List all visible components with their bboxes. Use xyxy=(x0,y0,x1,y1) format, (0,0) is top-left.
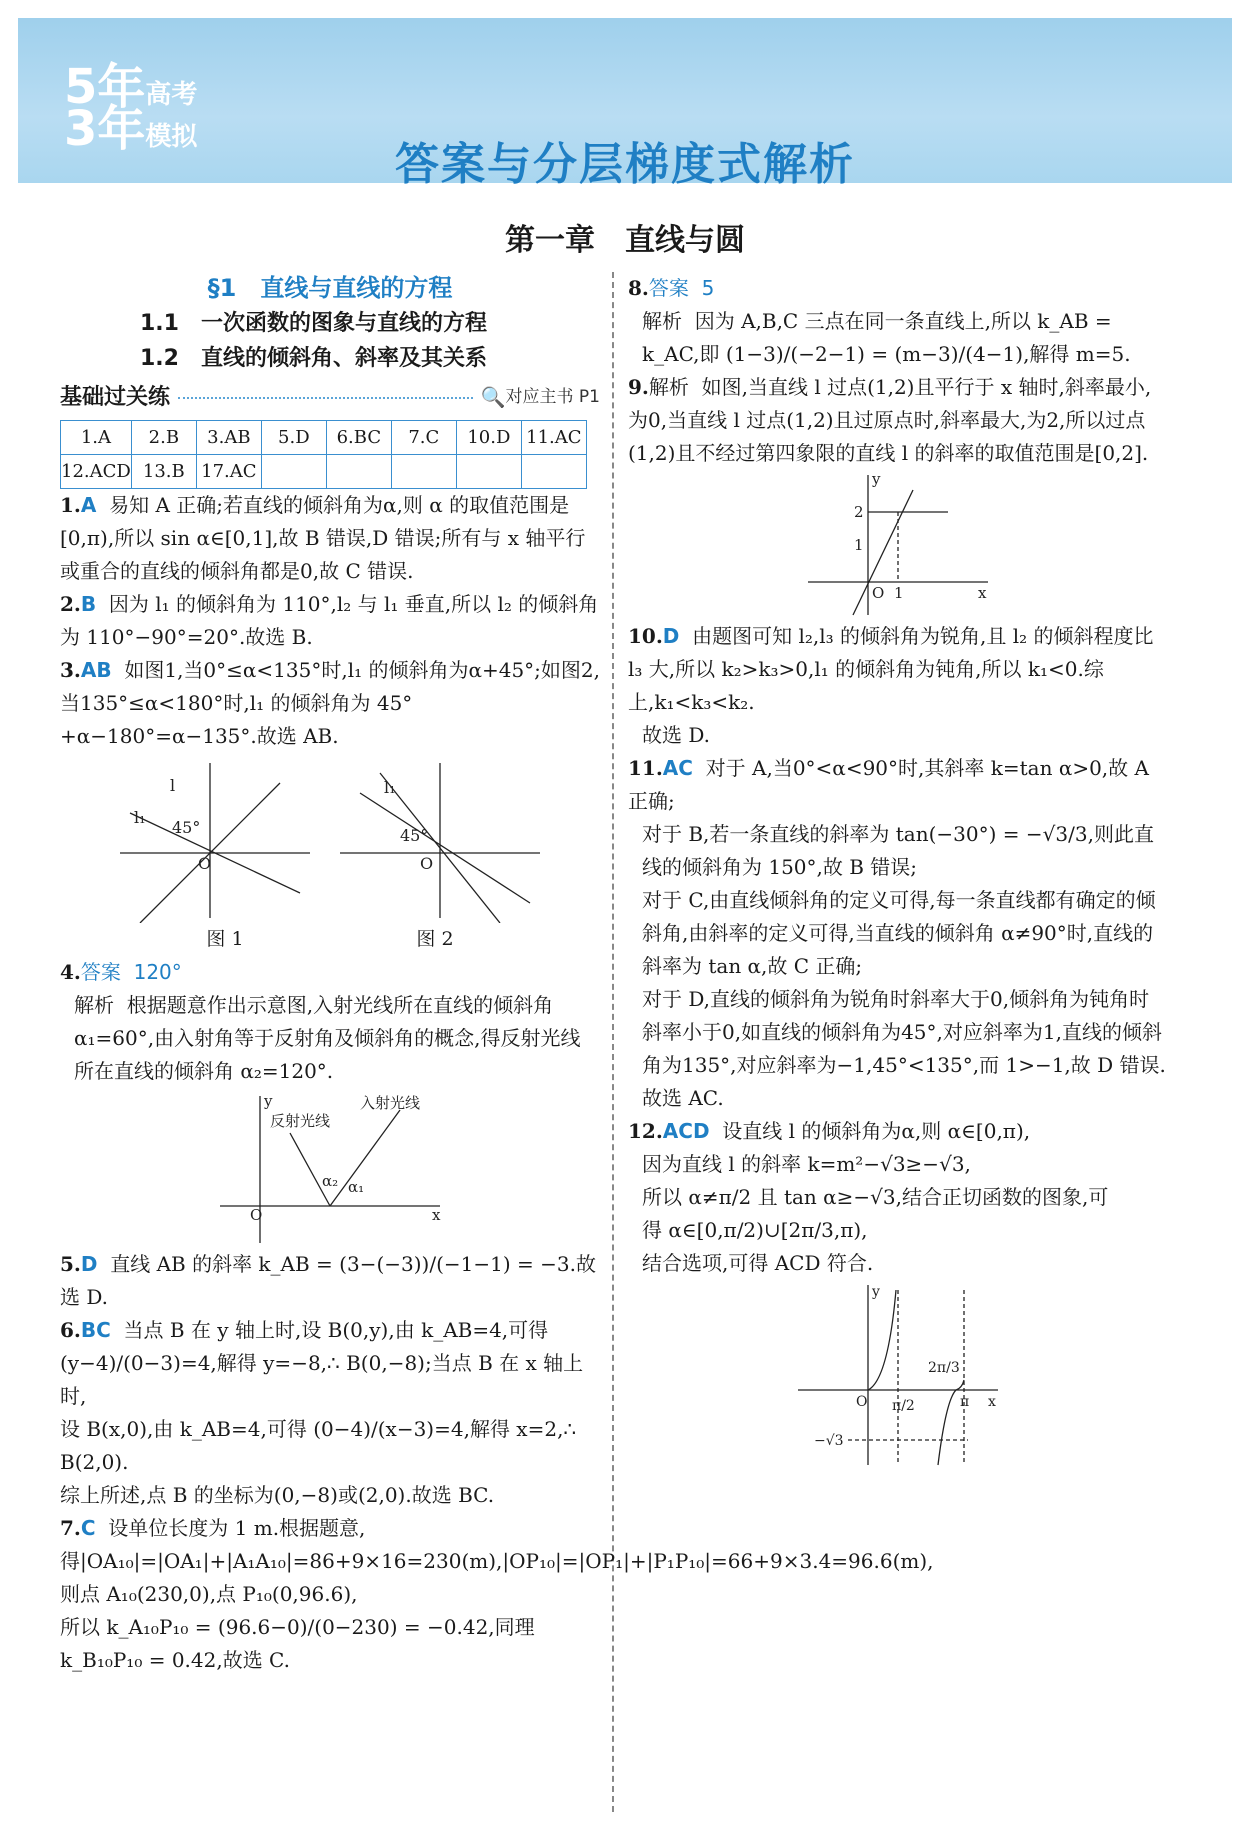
table-cell: 7.C xyxy=(391,421,456,455)
svg-text:y: y xyxy=(872,1284,880,1300)
q9-figure xyxy=(798,470,998,620)
table-cell: 17.AC xyxy=(196,455,261,489)
q11-d: 对于 D,直线的倾斜角为锐角时斜率大于0,倾斜角为钝角时斜率小于0,如直线的倾斜角为45°,对应斜率为1,直线的倾斜角为135°,对应斜率为−1,45°<135°,而 1>−1,故 D 错误. xyxy=(642,987,1166,1077)
table-row xyxy=(61,421,587,455)
svg-text:π/2: π/2 xyxy=(892,1398,915,1414)
q12: 12.ACD 设直线 l 的倾斜角为α,则 α∈[0,π), xyxy=(628,1119,1031,1143)
svg-text:2: 2 xyxy=(854,503,864,521)
book-ref: 对应主书 P1 xyxy=(505,387,600,407)
svg-text:O: O xyxy=(856,1394,868,1410)
dotted-rule xyxy=(178,397,473,399)
answer-table xyxy=(60,420,587,489)
svg-text:l: l xyxy=(170,776,176,795)
q8: 8.答案 5 xyxy=(628,276,715,300)
q7-line2: 所以 k_A₁₀P₁₀ = (96.6−0)/(0−230) = −0.42,同理 k_B₁₀P₁₀ = 0.42,故选 C. xyxy=(60,1615,535,1672)
svg-text:1: 1 xyxy=(894,584,904,602)
svg-text:x: x xyxy=(432,1206,441,1224)
table-cell: 6.BC xyxy=(326,421,391,455)
q12-t2: 因为直线 l 的斜率 k=m²−√3≥−√3, xyxy=(642,1152,971,1176)
table-cell: 1.A xyxy=(61,421,132,455)
svg-text:x: x xyxy=(988,1394,996,1410)
table-cell xyxy=(391,455,456,489)
q4-figure xyxy=(200,1088,460,1248)
table-cell: 10.D xyxy=(456,421,521,455)
q6: 6.BC 当点 B 在 y 轴上时,设 B(0,y),由 k_AB=4,可得 (y−4)/(0−3)=4,解得 y=−8,∴ B(0,−8);当点 B 在 x 轴上时, xyxy=(60,1318,584,1408)
q12-t4: 得 α∈[0,π/2)∪[2π/3,π), xyxy=(642,1218,868,1242)
svg-text:α₁: α₁ xyxy=(348,1178,365,1196)
table-cell: 12.ACD xyxy=(61,455,132,489)
chapter-title: 第一章 直线与圆 xyxy=(505,223,745,258)
svg-text:y: y xyxy=(264,1092,273,1110)
q2: 2.B 因为 l₁ 的倾斜角为 110°,l₂ 与 l₁ 垂直,所以 l₂ 的倾斜角为 110°−90°=20°.故选 B. xyxy=(60,592,599,649)
q11: 11.AC 对于 A,当0°<α<90°时,其斜率 k=tan α>0,故 A 正确; xyxy=(628,756,1149,813)
figure-captions: 图 1 图 2 xyxy=(206,928,454,950)
column-divider xyxy=(612,272,614,1812)
q11-c: 对于 C,由直线倾斜角的定义可得,每一条直线都有确定的倾斜角,由斜率的定义可得,当直线的倾斜角 α≠90°时,直线的斜率为 tan α,故 C 正确; xyxy=(642,888,1156,978)
brand-logo: 5年高考 3年模拟 xyxy=(64,59,198,157)
svg-text:α₂: α₂ xyxy=(322,1172,339,1190)
table-cell: 3.AB xyxy=(196,421,261,455)
svg-text:π: π xyxy=(960,1394,970,1410)
q10-end: 故选 D. xyxy=(642,723,711,747)
svg-text:2π/3: 2π/3 xyxy=(928,1360,960,1376)
q8-analysis: 解析 因为 A,B,C 三点在同一条直线上,所以 k_AB = k_AC,即 (1−3)/(−2−1) = (m−3)/(4−1),解得 m=5. xyxy=(642,309,1131,366)
svg-text:l₁: l₁ xyxy=(384,778,396,797)
page-title: 答案与分层梯度式解析 xyxy=(395,139,855,190)
subsection-2: 1.2 直线的倾斜角、斜率及其关系 xyxy=(140,346,487,371)
table-cell: 11.AC xyxy=(521,421,586,455)
q5: 5.D 直线 AB 的斜率 k_AB = (3−(−3))/(−1−1) = −3.故选 D. xyxy=(60,1252,596,1309)
svg-text:45°: 45° xyxy=(400,826,429,845)
table-cell xyxy=(521,455,586,489)
q11-end: 故选 AC. xyxy=(642,1086,724,1110)
q12-t5: 结合选项,可得 ACD 符合. xyxy=(642,1251,874,1275)
q10: 10.D 由题图可知 l₂,l₃ 的倾斜角为锐角,且 l₂ 的倾斜程度比 l₃ 大,所以 k₂>k₃>0,l₁ 的倾斜角为钝角,所以 k₁<0.综上,k₁<k₃<k₂. xyxy=(628,624,1154,714)
q3-figures xyxy=(110,753,550,923)
q12-t3: 所以 α≠π/2 且 tan α≥−√3,结合正切函数的图象,可 xyxy=(642,1185,1109,1209)
table-cell: 2.B xyxy=(131,421,196,455)
svg-text:−√3: −√3 xyxy=(814,1433,844,1449)
svg-text:45°: 45° xyxy=(172,818,201,837)
svg-text:反射光线: 反射光线 xyxy=(270,1112,331,1130)
basic-title: 基础过关练 xyxy=(60,385,171,410)
q7: 7.C 设单位长度为 1 m.根据题意,得|OA₁₀|=|OA₁|+|A₁A₁₀|=86+9×16=230(m),|OP₁₀|=|OP₁|+|P₁P₁₀|=66+9×3.4=96.6(m),则点 A₁₀(230,0),点 P₁₀(0,96.6), xyxy=(60,1516,934,1606)
svg-text:O: O xyxy=(872,584,885,602)
search-icon: 🔍 xyxy=(480,385,506,409)
q1: 1.A 易知 A 正确;若直线的倾斜角为α,则 α 的取值范围是[0,π),所以 sin α∈[0,1],故 B 错误,D 错误;所有与 x 轴平行或重合的直线的倾斜角都是0,故 C 错误. xyxy=(60,493,586,583)
q11-b: 对于 B,若一条直线的斜率为 tan(−30°) = −√3/3,则此直线的倾斜角为 150°,故 B 错误; xyxy=(642,822,1154,879)
subsection-1: 1.1 一次函数的图象与直线的方程 xyxy=(140,311,487,336)
header-banner xyxy=(18,18,1232,190)
svg-text:O: O xyxy=(420,854,434,873)
table-cell: 13.B xyxy=(131,455,196,489)
svg-text:O: O xyxy=(250,1206,263,1224)
q6-line3: 综上所述,点 B 的坐标为(0,−8)或(2,0).故选 BC. xyxy=(60,1483,495,1507)
q9: 9.解析 如图,当直线 l 过点(1,2)且平行于 x 轴时,斜率最小,为0,当直线 l 过点(1,2)且过原点时,斜率最大,为2,所以过点(1,2)且不经过第四象限的直线 l 的斜率的取值范围是[0,2]. xyxy=(628,375,1152,465)
q6-line2: 设 B(x,0),由 k_AB=4,可得 (0−4)/(x−3)=4,解得 x=2,∴ B(2,0). xyxy=(60,1417,577,1474)
q4-analysis: 解析 根据题意作出示意图,入射光线所在直线的倾斜角 α₁=60°,由入射角等于反射角及倾斜角的概念,得反射光线所在直线的倾斜角 α₂=120°. xyxy=(74,993,581,1083)
section-title: §1 直线与直线的方程 xyxy=(207,274,453,302)
table-row xyxy=(61,455,587,489)
basic-practice-header xyxy=(60,381,600,414)
table-cell xyxy=(456,455,521,489)
svg-text:l₁: l₁ xyxy=(134,808,146,827)
q12-figure xyxy=(788,1280,1008,1470)
svg-text:y: y xyxy=(872,470,881,488)
q4: 4.答案 120° xyxy=(60,960,182,984)
table-cell xyxy=(261,455,326,489)
svg-text:1: 1 xyxy=(854,536,864,554)
right-column xyxy=(628,272,1168,1470)
svg-text:x: x xyxy=(978,584,987,602)
svg-text:O: O xyxy=(198,854,212,873)
q3: 3.AB 如图1,当0°≤α<135°时,l₁ 的倾斜角为α+45°;如图2,当135°≤α<180°时,l₁ 的倾斜角为 45°+α−180°=α−135°.故选 AB. xyxy=(60,658,601,748)
svg-text:入射光线: 入射光线 xyxy=(360,1094,421,1112)
table-cell: 5.D xyxy=(261,421,326,455)
table-cell xyxy=(326,455,391,489)
